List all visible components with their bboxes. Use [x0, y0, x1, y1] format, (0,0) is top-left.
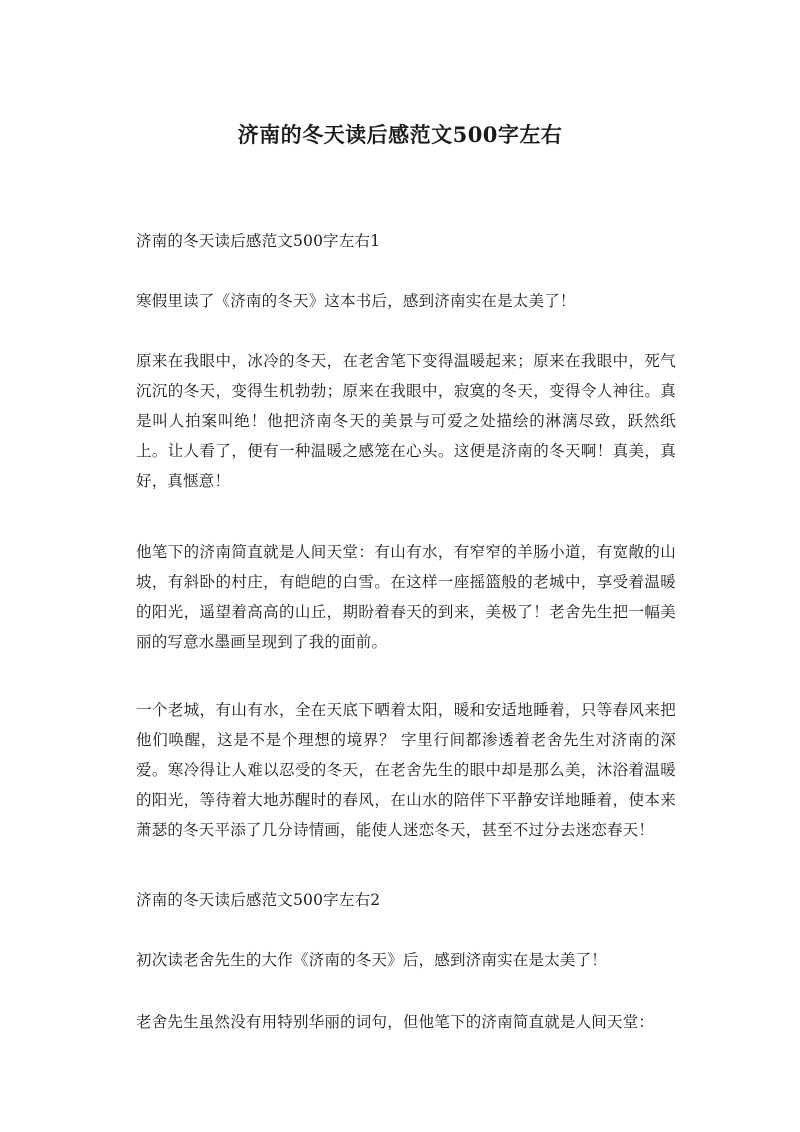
- section-heading-2: 济南的冬天读后感范文500字左右2: [136, 891, 381, 909]
- paragraph-2: 原来在我眼中，冰冷的冬天，在老舍笔下变得温暖起来；原来在我眼中，死气沉沉的冬天，变得生机勃勃；原来在我眼中，寂寞的冬天，变得令人神往。真是叫人拍案叫绝！他把济南冬天的美景与可爱之处描绘的淋漓尽致，跃然纸上。让人看了，便有一种温暖之感笼在心头。这便是济南的冬天啊！真美，真好，真惬意！: [136, 352, 676, 490]
- section-heading-1: 济南的冬天读后感范文500字左右1: [136, 232, 381, 250]
- document-title: 济南的冬天读后感范文500字左右: [237, 122, 563, 147]
- paragraph-6: 老舍先生虽然没有用特别华丽的词句，但他笔下的济南简直就是人间天堂：: [136, 1013, 655, 1031]
- paragraph-4: 一个老城，有山有水，全在天底下晒着太阳，暖和安适地睡着，只等春风来把他们唤醒，这是不是个理想的境界？ 字里行间都渗透着老舍先生对济南的深爱。寒冷得让人难以忍受的冬天，在老舍先生的眼中却是那么美，沐浴着温暖的阳光，等待着大地苏醒时的春风，在山水的陪伴下平静安详地睡着，使本来萧瑟的冬天平添了几分诗情画，能使人迷恋冬天，甚至不过分去迷恋春天！: [136, 701, 676, 839]
- paragraph-1: 寒假里读了《济南的冬天》这本书后，感到济南实在是太美了！: [136, 292, 576, 310]
- paragraph-3: 他笔下的济南简直就是人间天堂：有山有水，有窄窄的羊肠小道，有宽敞的山坡，有斜卧的村庄，有皑皑的白雪。在这样一座摇篮般的老城中，享受着温暖的阳光，遥望着高高的山丘，期盼着春天的到来，美极了！老舍先生把一幅美丽的写意水墨画呈现到了我的面前。: [136, 543, 676, 651]
- paragraph-5: 初次读老舍先生的大作《济南的冬天》后，感到济南实在是太美了！: [136, 951, 608, 969]
